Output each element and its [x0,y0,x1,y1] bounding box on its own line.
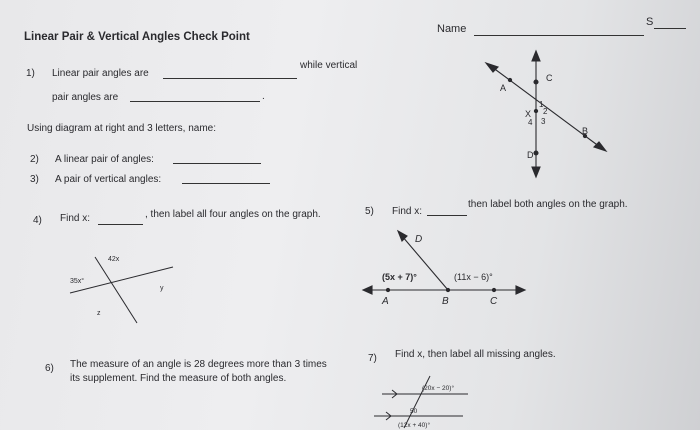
q5-number: 5) [365,206,374,217]
q2-number: 2) [30,154,39,165]
q7-label-top: (20x − 20)° [422,385,455,392]
angle-2: 2 [543,107,548,116]
q5-diagram [360,222,530,310]
q5-label-c: C [490,296,498,307]
s-label: S [646,16,654,28]
angle-3: 3 [541,117,546,126]
q4-line-2 [95,257,137,323]
q5-label-d: D [415,234,423,245]
q5-point-a [386,288,389,291]
q5-arrow-right [516,286,525,294]
name-label: Name [437,23,467,35]
q1-end-mark: . [262,91,265,102]
q7-text: Find x, then label all missing angles. [395,349,556,360]
q5-arrow-left [363,286,372,294]
q4-diagram [55,245,185,335]
q1-text-c: pair angles are [52,92,119,103]
q4-text-b: , then label all four angles on the graph. [145,209,321,220]
point-a [508,78,511,81]
q3-blank[interactable] [182,183,270,184]
label-c: C [546,73,553,83]
q1-text-a: Linear pair angles are [52,68,149,79]
intersecting-lines-diagram [470,45,620,185]
q5-left-angle: (5x + 7)° [382,272,417,282]
q4-number: 4) [33,215,42,226]
q4-text-a: Find x: [60,213,91,224]
q5-right-angle: (11x − 6)° [454,272,493,282]
label-d: D [527,150,534,160]
q3-text: A pair of vertical angles: [55,174,162,185]
q7-diagram [368,372,478,430]
q4-label-y: y [160,285,164,292]
q2-text: A linear pair of angles: [55,154,154,165]
worksheet-title: Linear Pair & Vertical Angles Check Point [24,31,250,43]
angle-1: 1 [539,100,544,109]
q6-line-2: its supplement. Find the measure of both angles. [70,373,287,384]
q7-number: 7) [368,353,377,364]
diagram-instructions: Using diagram at right and 3 letters, name: [27,123,216,134]
q5-text-a: Find x: [392,206,423,217]
q6-number: 6) [45,363,54,374]
q4-label-left: 35x° [70,278,85,285]
q1-blank-2[interactable] [130,101,260,102]
q3-number: 3) [30,174,39,185]
q6-line-1: The measure of an angle is 28 degrees more than 3 times [70,359,327,370]
q5-label-a: A [382,296,389,307]
q2-blank[interactable] [173,163,261,164]
q1-number: 1) [26,68,35,79]
label-a: A [500,83,507,93]
point-d [534,151,538,155]
q4-blank[interactable] [98,224,143,225]
q5-text-b: then label both angles on the graph. [468,199,628,210]
q4-label-top: 42x [108,256,120,263]
arrow-d [532,167,540,177]
s-blank[interactable] [654,28,686,29]
q5-point-c [492,288,495,291]
q7-transversal [404,376,430,428]
angle-4: 4 [528,118,533,127]
q5-blank[interactable] [427,215,467,216]
q1-text-b: while vertical [300,60,358,71]
label-x: X [525,109,532,119]
q7-label-mid: 50 [410,408,418,415]
arrow-c [532,51,540,61]
q4-label-z: z [97,310,101,317]
q1-blank-1[interactable] [163,78,297,79]
name-blank[interactable] [474,35,644,36]
label-b: B [582,126,589,136]
q7-label-bottom: (12x + 40)° [398,422,431,429]
q5-label-b: B [442,296,449,307]
point-c [534,80,538,84]
q4-line-1 [70,267,173,293]
point-x [534,109,537,112]
q5-point-b [446,288,449,291]
